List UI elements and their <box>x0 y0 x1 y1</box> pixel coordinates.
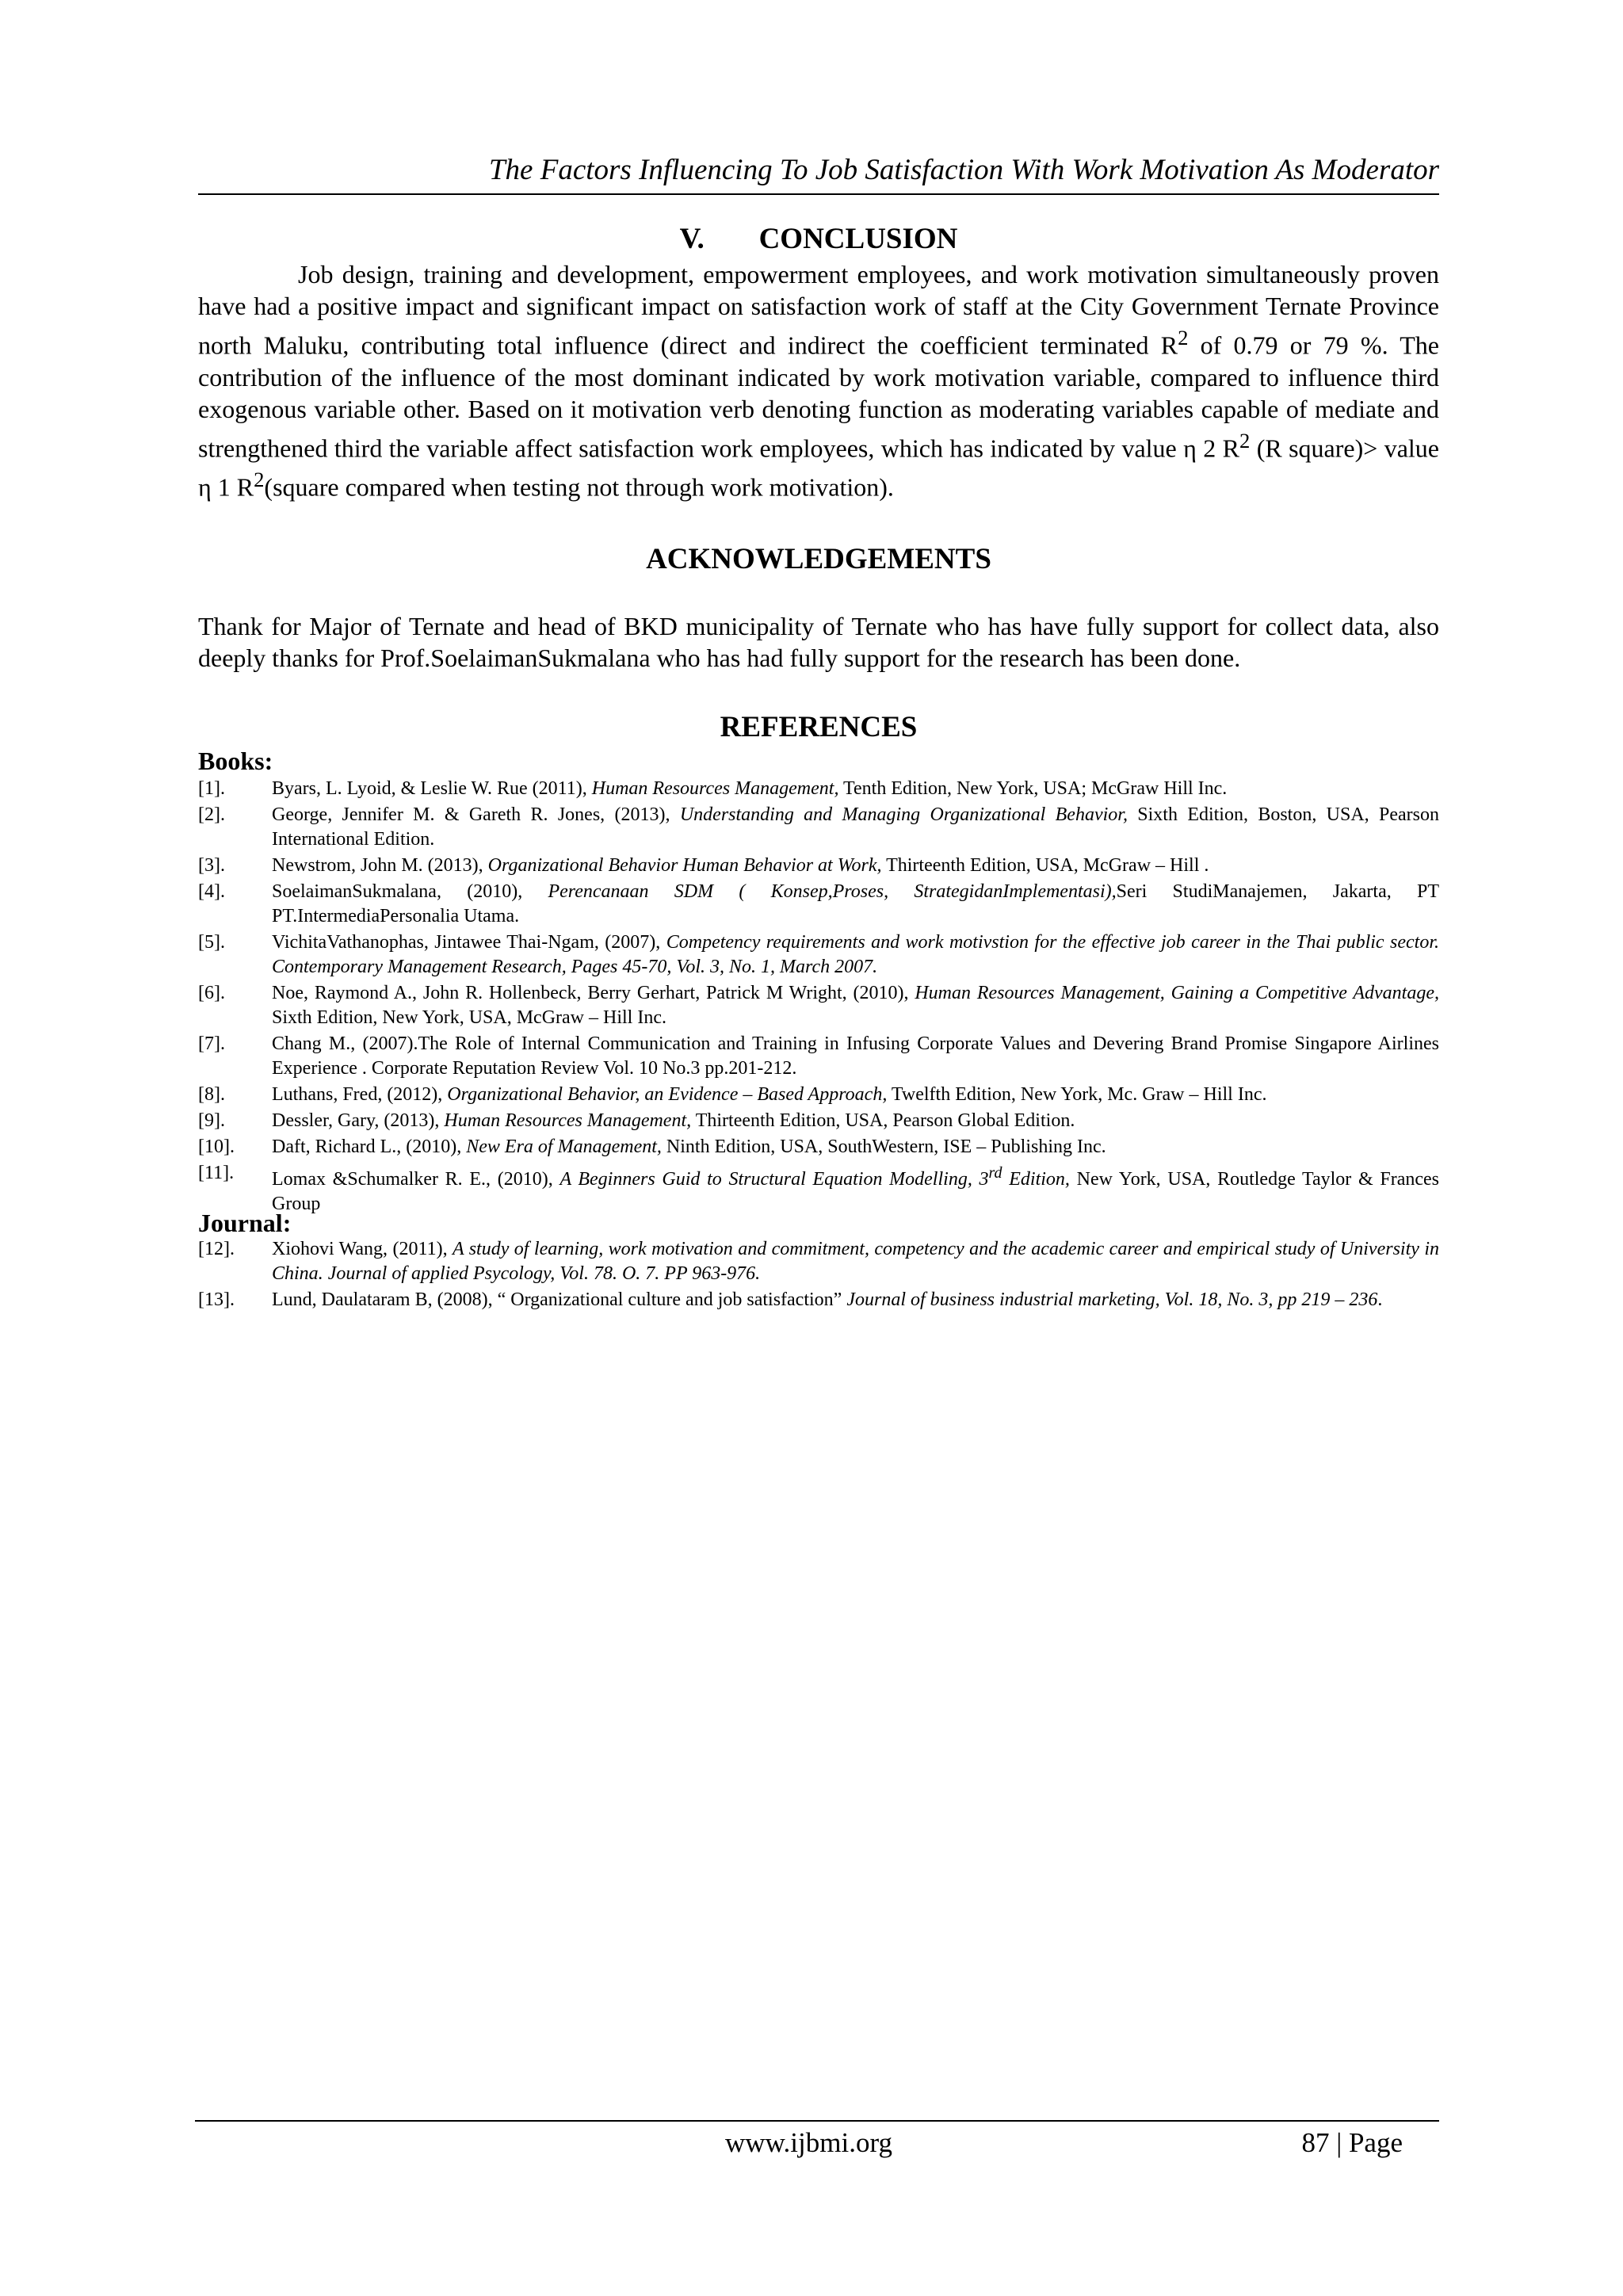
footer-divider <box>195 2120 1439 2122</box>
reference-number: [4]. <box>198 881 225 902</box>
superscript: rd <box>988 1164 1002 1182</box>
running-title: The Factors Influencing To Job Satisfaction With Work Motivation As Moderator <box>488 154 1439 186</box>
reference-text: Twelfth Edition, New York, Mc. Graw – Hill Inc. <box>887 1084 1267 1105</box>
reference-text: . Contemporary Management Research, Pages 45-70, Vol. 3, No. 1, March 2007. <box>272 932 1439 977</box>
section-number: V. <box>679 223 705 255</box>
reference-text: Thirteenth Edition, USA, Pearson Global Edition. <box>691 1110 1075 1131</box>
reference-item <box>198 1109 1439 1133</box>
references-heading: REFERENCES <box>720 711 918 743</box>
reference-item <box>198 1288 1439 1312</box>
reference-number: [9]. <box>198 1110 225 1131</box>
reference-number: [10]. <box>198 1137 235 1157</box>
reference-text: Tenth Edition, New York, USA; McGraw Hill Inc. <box>838 778 1228 799</box>
conclusion-paragraph <box>198 258 1439 503</box>
superscript: 2 <box>254 468 265 492</box>
reference-title: Organizational Behavior, an Evidence – Based Approach, <box>447 1084 888 1105</box>
reference-text: Dessler, Gary, (2013), <box>272 1110 445 1131</box>
reference-item <box>198 1161 1439 1217</box>
superscript: 2 <box>1239 428 1251 453</box>
reference-item <box>198 854 1439 878</box>
reference-text: Sixth Edition, Boston, USA, Pearson International Edition. <box>272 804 1440 850</box>
acknowledgements-heading: ACKNOWLEDGEMENTS <box>646 543 991 575</box>
reference-item <box>198 1032 1439 1081</box>
conclusion-text-part: (R square)> value η 1 R <box>198 434 1440 502</box>
reference-text: SoelaimanSukmalana, (2010), <box>272 881 548 902</box>
reference-item <box>198 1135 1439 1159</box>
reference-text: . <box>1377 1289 1383 1310</box>
reference-number: [12]. <box>198 1239 235 1259</box>
reference-text: Luthans, Fred, (2012), <box>272 1084 448 1105</box>
acknowledgements-paragraph: Thank for Major of Ternate and head of BKD municipality of Ternate who has have fully support for collect data, also deeply thanks for Prof.SoelaimanSukmalana who has had fully support for the research has been done. <box>198 612 1439 672</box>
conclusion-text-part: Job design, training and development, empowerment employees, and work motivation simultaneously proven have had a positive impact and significant impact on satisfaction work of staff at the City Government Ternate Province north Maluku, contributing total influence (direct and indirect the coefficient terminated R <box>198 260 1439 360</box>
reference-number: [6]. <box>198 983 225 1003</box>
reference-text: VichitaVathanophas, Jintawee Thai-Ngam, (2007), <box>272 932 666 953</box>
reference-text: Sixth Edition, New York, USA, McGraw – Hill Inc. <box>272 1007 666 1028</box>
reference-number: [2]. <box>198 804 225 825</box>
header-divider <box>198 193 1439 195</box>
reference-text: Lomax &Schumalker R. E., (2010), <box>272 1169 560 1190</box>
conclusion-heading <box>198 222 1439 257</box>
reference-number: [8]. <box>198 1084 225 1105</box>
footer-url[interactable]: www.ijbmi.org <box>725 2127 892 2158</box>
reference-number: [7]. <box>198 1033 225 1054</box>
reference-text: . Journal of applied Psycology, Vol. 78. O. 7. PP 963-976. <box>318 1263 761 1284</box>
reference-text: Lund, Daulataram B, (2008), “ Organizational culture and job satisfaction” <box>272 1289 847 1310</box>
reference-item <box>198 981 1439 1030</box>
reference-text: New York, USA, Routledge Taylor & Frances Group <box>272 1169 1440 1214</box>
superscript: 2 <box>1178 326 1189 350</box>
reference-item <box>198 1083 1439 1107</box>
reference-title: Organizational Behavior Human Behavior at Work, <box>487 855 882 876</box>
reference-text: Newstrom, John M. (2013), <box>272 855 488 876</box>
conclusion-text-part: of 0.79 or 79 %. The contribution of the influence of the most dominant indicated by work motivation variable, compared to influence third exogenous variable other. Based on it motivation verb denoting function as moderating variables capable of mediate and strengthened third the variable affect satisfaction work employees, which has indicated by value η 2 R <box>198 330 1440 463</box>
reference-text: Ninth Edition, USA, SouthWestern, ISE – Publishing Inc. <box>661 1137 1106 1157</box>
reference-text: Noe, Raymond A., John R. Hollenbeck, Berry Gerhart, Patrick M Wright, (2010), <box>272 983 915 1003</box>
reference-title: Edition, <box>1002 1169 1070 1190</box>
reference-number: [11]. <box>198 1163 235 1183</box>
reference-item <box>198 880 1439 929</box>
reference-text: Chang M., (2007).The Role of Internal Communication and Training in Infusing Corporate Values and Devering Brand Promise Singapore Airlines Experience . Corporate Reputation Review Vol. 10 No.3 pp.201-212. <box>272 1033 1439 1079</box>
reference-item <box>198 1237 1439 1286</box>
reference-number: [13]. <box>198 1289 235 1310</box>
reference-text: Thirteenth Edition, USA, McGraw – Hill . <box>881 855 1209 876</box>
books-subheading: Books: <box>198 747 273 775</box>
books-reference-list <box>198 777 1439 1218</box>
reference-title: Journal of business industrial marketing, Vol. 18, No. 3, pp 219 – 236 <box>846 1289 1378 1310</box>
reference-text: Byars, L. Lyoid, & Leslie W. Rue (2011), <box>272 778 592 799</box>
reference-number: [3]. <box>198 855 225 876</box>
section-title: CONCLUSION <box>758 223 958 255</box>
reference-title: A Beginners Guid to Structural Equation Modelling, 3 <box>559 1169 989 1190</box>
reference-title: A study of learning, work motivation and commitment, competency and the academic career and empirical study of University in China <box>272 1239 1439 1284</box>
reference-title: Competency requirements and work motivstion for the effective job career in the Thai public sector <box>666 932 1434 953</box>
journal-reference-list <box>198 1237 1439 1314</box>
reference-text: Daft, Richard L., (2010), <box>272 1137 467 1157</box>
reference-title: Understanding and Managing Organizational Behavior, <box>679 804 1128 825</box>
reference-item <box>198 777 1439 801</box>
reference-title: New Era of Management, <box>466 1137 662 1157</box>
reference-title: Human Resources Management, <box>591 778 839 799</box>
reference-title: Human Resources Management, <box>444 1110 692 1131</box>
reference-number: [1]. <box>198 778 225 799</box>
reference-item <box>198 803 1439 852</box>
acknowledgements-body <box>198 610 1439 674</box>
reference-number: [5]. <box>198 932 225 953</box>
reference-text: Xiohovi Wang, (2011), <box>272 1239 453 1259</box>
reference-title: Human Resources Management, Gaining a Competitive Advantage, <box>915 983 1439 1003</box>
journal-subheading: Journal: <box>198 1209 292 1237</box>
reference-text: George, Jennifer M. & Gareth R. Jones, (2013), <box>272 804 680 825</box>
conclusion-text-part: (square compared when testing not through work motivation). <box>264 472 894 502</box>
reference-title: Perencanaan SDM ( Konsep,Proses, StrategidanImplementasi), <box>548 881 1117 902</box>
conclusion-body <box>198 258 1439 503</box>
page-number: 87 | Page <box>1301 2127 1403 2158</box>
reference-text: Seri StudiManajemen, Jakarta, PT PT.IntermediaPersonalia Utama. <box>272 881 1440 926</box>
reference-item <box>198 930 1439 980</box>
